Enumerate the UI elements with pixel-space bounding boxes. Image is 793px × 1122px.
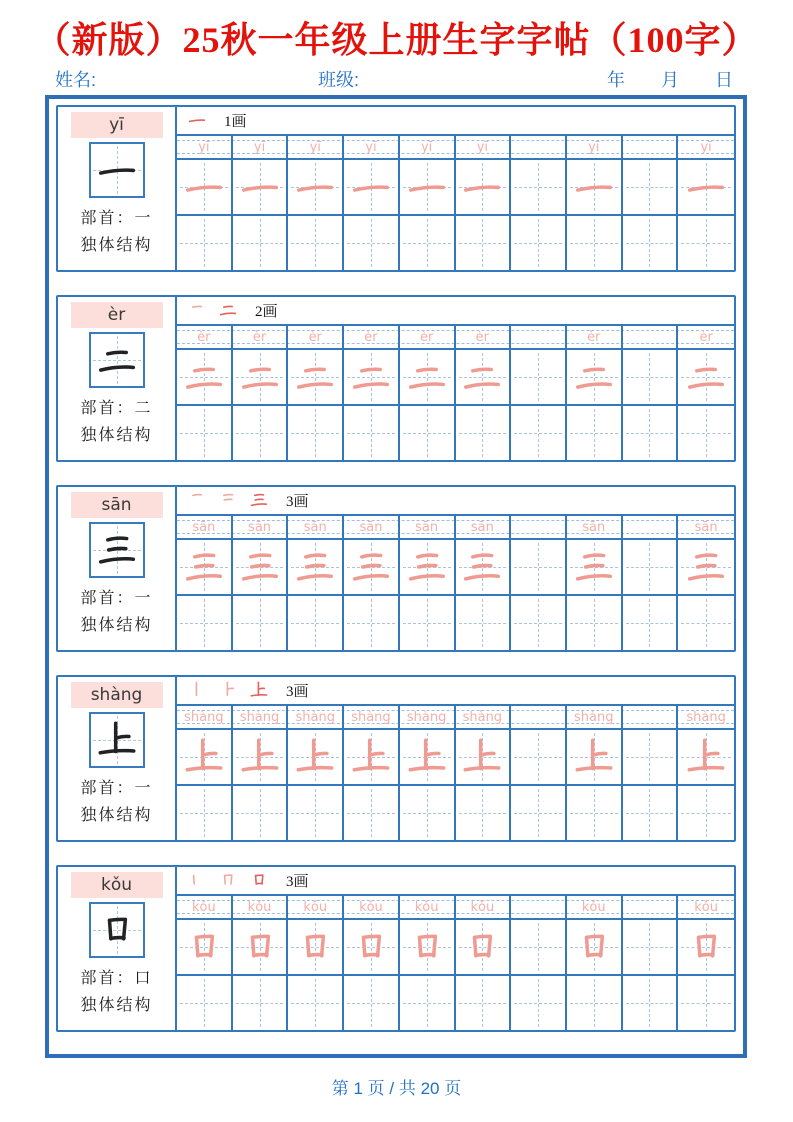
trace-cell xyxy=(567,160,623,214)
pinyin-hint-cell xyxy=(623,326,679,348)
blank-practice-cell xyxy=(623,596,679,650)
pinyin-hint-cell xyxy=(511,136,567,158)
stroke-order-glyph xyxy=(218,870,240,892)
stroke-order-glyph xyxy=(249,870,271,892)
stroke-order-glyph xyxy=(249,680,271,702)
stroke-order-glyph xyxy=(218,300,240,322)
character-glyph xyxy=(218,490,238,510)
blank-practice-cell xyxy=(623,786,679,840)
pinyin-hint-cell: shàng xyxy=(233,706,289,728)
character-glyph xyxy=(572,355,616,399)
trace-cell xyxy=(400,160,456,214)
pinyin-hint-cell: yī xyxy=(456,136,512,158)
trace-cell xyxy=(233,920,289,974)
structure-label: 独体结构 xyxy=(80,237,153,254)
character-glyph xyxy=(572,545,616,589)
character-glyph xyxy=(238,545,282,589)
pinyin-hint-cell: shàng xyxy=(344,706,400,728)
character-section xyxy=(56,485,736,652)
character-glyph xyxy=(95,528,139,572)
character-glyph xyxy=(349,735,393,779)
stroke-order-row xyxy=(177,107,734,136)
blank-practice-cell xyxy=(623,976,679,1030)
trace-cell xyxy=(623,350,679,404)
stroke-order-glyph xyxy=(187,110,209,132)
trace-cell xyxy=(511,350,567,404)
structure-label: 独体结构 xyxy=(80,807,153,824)
stroke-count-label: 1画 xyxy=(224,114,247,130)
pinyin-label: sān xyxy=(71,492,163,518)
trace-cell xyxy=(233,160,289,214)
blank-practice-cell xyxy=(623,216,679,270)
character-glyph xyxy=(684,165,728,209)
pinyin-hint-cell: kǒu xyxy=(456,896,512,918)
pinyin-hint-cell xyxy=(623,516,679,538)
trace-cell xyxy=(567,350,623,404)
character-glyph xyxy=(405,735,449,779)
character-glyph xyxy=(349,545,393,589)
trace-cell xyxy=(456,540,512,594)
trace-cell xyxy=(344,920,400,974)
trace-cell xyxy=(456,920,512,974)
pinyin-hint-cell: èr xyxy=(288,326,344,348)
pinyin-hint-cell: shàng xyxy=(686,709,726,725)
trace-cell xyxy=(344,160,400,214)
pinyin-hint-cell: èr xyxy=(177,326,233,348)
character-glyph xyxy=(460,735,504,779)
trace-cell xyxy=(288,350,344,404)
blank-practice-cell xyxy=(511,596,567,650)
blank-practice-cell xyxy=(177,786,233,840)
pinyin-hint-cell: sān xyxy=(456,516,512,538)
character-glyph xyxy=(249,490,269,510)
character-glyph xyxy=(187,870,207,890)
blank-practice-cell xyxy=(511,216,567,270)
blank-practice-cell xyxy=(567,596,623,650)
trace-cell xyxy=(567,920,623,974)
trace-cell xyxy=(511,730,567,784)
character-info-panel xyxy=(58,677,177,840)
radical-label: 部首：一 xyxy=(80,780,153,797)
character-glyph xyxy=(293,355,337,399)
pinyin-hint-cell: shàng xyxy=(288,706,344,728)
pinyin-hint-cell xyxy=(623,706,679,728)
trace-cell xyxy=(233,540,289,594)
character-glyph xyxy=(405,165,449,209)
pinyin-hint-cell xyxy=(511,706,567,728)
blank-practice-cell xyxy=(177,976,233,1030)
character-glyph xyxy=(405,545,449,589)
class-label: 班级: xyxy=(318,70,360,90)
trace-practice-row xyxy=(177,920,734,976)
pinyin-hint-cell: yī xyxy=(233,136,289,158)
trace-cell xyxy=(177,350,233,404)
blank-practice-cell xyxy=(233,786,289,840)
trace-cell xyxy=(623,920,679,974)
year-label: 年 xyxy=(607,70,625,90)
pinyin-hint-cell: yī xyxy=(400,136,456,158)
blank-practice-cell xyxy=(344,216,400,270)
practice-panel xyxy=(177,867,734,1030)
character-display-box xyxy=(89,522,145,578)
trace-cell xyxy=(567,540,623,594)
stroke-order-glyph xyxy=(187,870,209,892)
character-glyph xyxy=(187,300,207,320)
blank-practice-cell xyxy=(400,406,456,460)
pinyin-hint-cell: shàng xyxy=(177,706,233,728)
character-glyph xyxy=(460,925,504,969)
trace-cell xyxy=(177,920,233,974)
stroke-order-glyph xyxy=(218,490,240,512)
blank-practice-cell xyxy=(456,216,512,270)
blank-practice-cell xyxy=(233,216,289,270)
pinyin-hint-cell: kǒu xyxy=(567,896,623,918)
blank-practice-cell xyxy=(288,216,344,270)
day-label: 日 xyxy=(715,70,733,90)
structure-label: 独体结构 xyxy=(80,427,153,444)
stroke-count-label: 3画 xyxy=(286,874,309,890)
blank-practice-cell xyxy=(567,216,623,270)
character-glyph xyxy=(95,148,139,192)
character-glyph xyxy=(684,925,728,969)
blank-practice-row xyxy=(177,596,734,650)
pinyin-hint-cell: sān xyxy=(177,516,233,538)
page-title: （新版）25秋一年级上册生字字帖（100字） xyxy=(34,20,759,60)
trace-cell xyxy=(288,730,344,784)
pinyin-hint-cell: yī xyxy=(288,136,344,158)
trace-practice-row xyxy=(177,730,734,786)
trace-cell xyxy=(400,350,456,404)
trace-cell xyxy=(678,730,734,784)
blank-practice-cell xyxy=(511,786,567,840)
blank-practice-cell xyxy=(678,406,734,460)
stroke-count-label: 3画 xyxy=(286,494,309,510)
character-glyph xyxy=(182,925,226,969)
character-glyph xyxy=(460,165,504,209)
blank-practice-row xyxy=(177,216,734,270)
blank-practice-cell xyxy=(233,976,289,1030)
radical-label: 部首：二 xyxy=(80,400,153,417)
practice-panel xyxy=(177,297,734,460)
character-glyph xyxy=(349,355,393,399)
pinyin-label: yī xyxy=(71,112,163,138)
pinyin-hint-cell: sān xyxy=(344,516,400,538)
trace-cell xyxy=(511,540,567,594)
blank-practice-row xyxy=(177,786,734,840)
pinyin-hint-cell: shàng xyxy=(400,706,456,728)
blank-practice-cell xyxy=(288,596,344,650)
name-label: 姓名: xyxy=(55,70,97,90)
pinyin-hint-cell: èr xyxy=(456,326,512,348)
character-glyph xyxy=(405,355,449,399)
pinyin-hint-cell xyxy=(623,896,679,918)
trace-cell xyxy=(288,920,344,974)
character-glyph xyxy=(182,735,226,779)
blank-practice-row xyxy=(177,976,734,1030)
pinyin-label: kǒu xyxy=(71,872,163,898)
character-glyph xyxy=(187,680,207,700)
radical-label: 部首：一 xyxy=(80,590,153,607)
stroke-order-row xyxy=(177,297,734,326)
character-glyph xyxy=(684,545,728,589)
character-info-panel xyxy=(58,297,177,460)
character-display-box xyxy=(89,902,145,958)
character-glyph xyxy=(293,165,337,209)
trace-cell xyxy=(511,160,567,214)
character-glyph xyxy=(95,908,139,952)
character-display-box xyxy=(89,142,145,198)
radical-label: 部首：一 xyxy=(80,210,153,227)
blank-practice-cell xyxy=(177,406,233,460)
pinyin-hint-cell: kǒu xyxy=(344,896,400,918)
character-glyph xyxy=(349,925,393,969)
blank-practice-cell xyxy=(344,406,400,460)
stroke-order-glyph xyxy=(187,490,209,512)
stroke-order-glyph xyxy=(218,680,240,702)
practice-panel xyxy=(177,677,734,840)
pinyin-hint-cell: sān xyxy=(400,516,456,538)
blank-practice-cell xyxy=(400,786,456,840)
blank-practice-cell xyxy=(456,786,512,840)
blank-practice-cell xyxy=(456,976,512,1030)
character-glyph xyxy=(218,870,238,890)
blank-practice-cell xyxy=(567,406,623,460)
trace-practice-row xyxy=(177,540,734,596)
blank-practice-cell xyxy=(678,596,734,650)
character-section xyxy=(56,105,736,272)
blank-practice-cell xyxy=(456,406,512,460)
pinyin-label: èr xyxy=(71,302,163,328)
month-label: 月 xyxy=(661,70,679,90)
blank-practice-cell xyxy=(400,976,456,1030)
trace-cell xyxy=(233,730,289,784)
pinyin-hint-cell xyxy=(511,896,567,918)
character-glyph xyxy=(405,925,449,969)
pinyin-hint-cell xyxy=(511,516,567,538)
stroke-order-glyph xyxy=(187,680,209,702)
trace-cell xyxy=(177,160,233,214)
blank-practice-cell xyxy=(344,786,400,840)
character-glyph xyxy=(572,735,616,779)
character-glyph xyxy=(218,300,238,320)
character-glyph xyxy=(182,355,226,399)
blank-practice-cell xyxy=(400,596,456,650)
character-glyph xyxy=(187,110,207,130)
blank-practice-cell xyxy=(567,786,623,840)
character-glyph xyxy=(238,165,282,209)
character-glyph xyxy=(95,338,139,382)
trace-cell xyxy=(511,920,567,974)
character-glyph xyxy=(238,735,282,779)
character-glyph xyxy=(460,545,504,589)
character-glyph xyxy=(349,165,393,209)
character-glyph xyxy=(293,545,337,589)
trace-cell xyxy=(400,540,456,594)
pinyin-hint-cell: kǒu xyxy=(400,896,456,918)
pinyin-hint-row xyxy=(177,706,734,730)
trace-cell xyxy=(456,160,512,214)
blank-practice-cell xyxy=(288,976,344,1030)
trace-cell xyxy=(567,730,623,784)
pinyin-hint-cell: kǒu xyxy=(177,896,233,918)
pinyin-hint-row xyxy=(177,896,734,920)
character-display-box xyxy=(89,712,145,768)
blank-practice-cell xyxy=(233,596,289,650)
blank-practice-cell xyxy=(344,976,400,1030)
practice-panel xyxy=(177,487,734,650)
trace-cell xyxy=(177,730,233,784)
trace-cell xyxy=(678,540,734,594)
character-glyph xyxy=(572,925,616,969)
blank-practice-cell xyxy=(400,216,456,270)
character-glyph xyxy=(238,355,282,399)
blank-practice-cell xyxy=(511,406,567,460)
stroke-order-row xyxy=(177,867,734,896)
pinyin-hint-cell: èr xyxy=(344,326,400,348)
pinyin-hint-cell: sān xyxy=(233,516,289,538)
blank-practice-cell xyxy=(623,406,679,460)
trace-cell xyxy=(400,730,456,784)
pinyin-label: shàng xyxy=(71,682,163,708)
character-glyph xyxy=(218,680,238,700)
pinyin-hint-cell xyxy=(623,136,679,158)
blank-practice-cell xyxy=(456,596,512,650)
pinyin-hint-cell xyxy=(511,326,567,348)
trace-cell xyxy=(623,540,679,594)
stroke-count-label: 3画 xyxy=(286,684,309,700)
pinyin-hint-cell: èr xyxy=(567,326,623,348)
trace-cell xyxy=(678,160,734,214)
character-glyph xyxy=(460,355,504,399)
character-glyph xyxy=(187,490,207,510)
character-glyph xyxy=(293,925,337,969)
trace-cell xyxy=(233,350,289,404)
character-glyph xyxy=(293,735,337,779)
character-sections xyxy=(49,99,743,1032)
character-glyph xyxy=(572,165,616,209)
blank-practice-cell xyxy=(678,976,734,1030)
worksheet-frame xyxy=(45,95,747,1058)
trace-practice-row xyxy=(177,160,734,216)
pinyin-hint-cell: yī xyxy=(567,136,623,158)
trace-cell xyxy=(344,350,400,404)
blank-practice-cell xyxy=(288,406,344,460)
structure-label: 独体结构 xyxy=(80,997,153,1014)
page-number: 第 1 页 / 共 20 页 xyxy=(331,1079,462,1098)
character-glyph xyxy=(684,355,728,399)
trace-cell xyxy=(456,350,512,404)
character-glyph xyxy=(684,735,728,779)
pinyin-hint-row xyxy=(177,136,734,160)
character-display-box xyxy=(89,332,145,388)
pinyin-hint-cell: kǒu xyxy=(694,899,719,915)
blank-practice-cell xyxy=(288,786,344,840)
stroke-order-glyph xyxy=(187,300,209,322)
pinyin-hint-cell: yī xyxy=(700,139,712,155)
stroke-count-label: 2画 xyxy=(255,304,278,320)
character-info-panel xyxy=(58,867,177,1030)
trace-cell xyxy=(400,920,456,974)
blank-practice-cell xyxy=(233,406,289,460)
trace-cell xyxy=(344,540,400,594)
trace-cell xyxy=(456,730,512,784)
character-info-panel xyxy=(58,487,177,650)
blank-practice-row xyxy=(177,406,734,460)
pinyin-hint-cell: sān xyxy=(288,516,344,538)
blank-practice-cell xyxy=(177,216,233,270)
pinyin-hint-cell: èr xyxy=(400,326,456,348)
pinyin-hint-cell: kǒu xyxy=(233,896,289,918)
trace-cell xyxy=(344,730,400,784)
character-section xyxy=(56,295,736,462)
blank-practice-cell xyxy=(177,596,233,650)
character-glyph xyxy=(95,718,139,762)
blank-practice-cell xyxy=(567,976,623,1030)
structure-label: 独体结构 xyxy=(80,617,153,634)
radical-label: 部首：口 xyxy=(80,970,153,987)
pinyin-hint-cell: sān xyxy=(694,519,718,535)
character-glyph xyxy=(182,545,226,589)
character-glyph xyxy=(249,680,269,700)
pinyin-hint-row xyxy=(177,516,734,540)
character-glyph xyxy=(238,925,282,969)
pinyin-hint-row xyxy=(177,326,734,350)
pinyin-hint-cell: sān xyxy=(567,516,623,538)
character-glyph xyxy=(182,165,226,209)
trace-cell xyxy=(678,920,734,974)
trace-cell xyxy=(288,540,344,594)
stroke-order-row xyxy=(177,487,734,516)
student-info-header xyxy=(45,64,747,92)
character-glyph xyxy=(249,870,269,890)
pinyin-hint-cell: yī xyxy=(344,136,400,158)
trace-cell xyxy=(623,160,679,214)
stroke-order-glyph xyxy=(249,490,271,512)
pinyin-hint-cell: èr xyxy=(699,329,713,345)
pinyin-hint-cell: èr xyxy=(233,326,289,348)
trace-cell xyxy=(623,730,679,784)
trace-cell xyxy=(288,160,344,214)
trace-cell xyxy=(678,350,734,404)
pinyin-hint-cell: shàng xyxy=(567,706,623,728)
pinyin-hint-cell: yī xyxy=(177,136,233,158)
character-section xyxy=(56,865,736,1032)
pinyin-hint-cell: shàng xyxy=(456,706,512,728)
blank-practice-cell xyxy=(678,786,734,840)
pinyin-hint-cell: kǒu xyxy=(288,896,344,918)
trace-cell xyxy=(177,540,233,594)
blank-practice-cell xyxy=(344,596,400,650)
blank-practice-cell xyxy=(678,216,734,270)
blank-practice-cell xyxy=(511,976,567,1030)
character-section xyxy=(56,675,736,842)
stroke-order-row xyxy=(177,677,734,706)
character-info-panel xyxy=(58,107,177,270)
practice-panel xyxy=(177,107,734,270)
trace-practice-row xyxy=(177,350,734,406)
